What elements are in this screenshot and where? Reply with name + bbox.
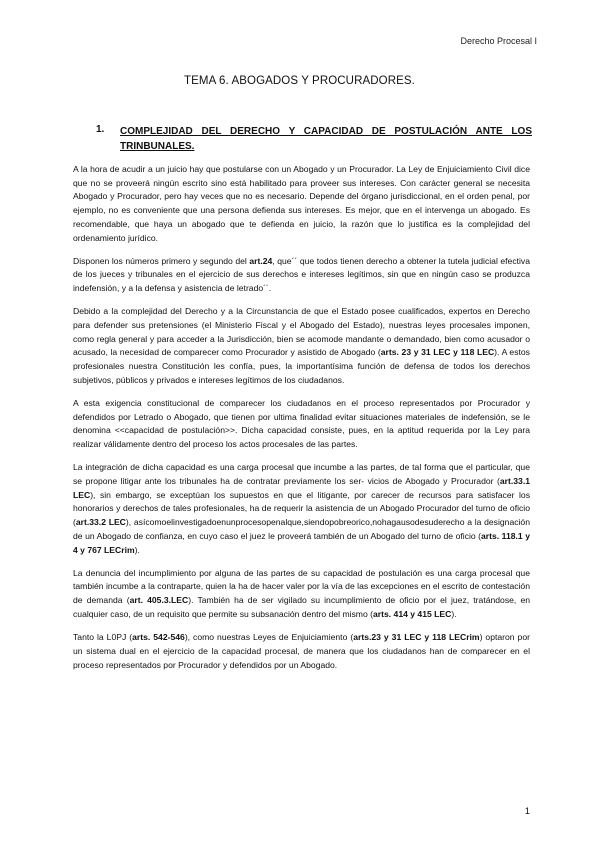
paragraph-text: , que´´ que todos tienen derecho a obtener la tutela judicial efectiva de los jueces y tribunales en el ejercicio de sus derechos e intereses legítimos, sin que en ningún caso se produzca indefensión, y a la defensa y asistencia de letrado´´. [73,255,531,294]
legal-reference: art. 405.3.LEC [129,595,189,606]
body-paragraph [73,163,530,245]
paragraph-text: ). [134,544,140,555]
body-paragraph [73,631,530,672]
paragraph-text: Disponen los números primero y segundo del [73,255,250,266]
section-heading [96,124,532,154]
legal-reference: art.33.2 LEC [75,517,126,528]
legal-reference: arts. 414 y 415 LEC [373,608,452,619]
legal-reference: arts. 118.1 y 4 y 767 LECrim [73,530,530,555]
legal-reference: arts. 23 y 31 LEC y 118 LEC [380,347,495,358]
paragraph-text: A esta exigencia constitucional de comparecer los ciudadanos en el proceso representados por Procurador y defendidos por Letrado o Abogado, que tienen por ultima finalidad evitar situaciones materiales de indefensión, se le denomina <<capacidad de postulación>>. Dicha capacidad consiste, pues, en la aptitud requerida por la Ley para realizar válidamente dentro del proceso los actos procesales de las partes. [73,398,530,450]
paragraph-text: A la hora de acudir a un juicio hay que postularse con un Abogado y un Procurador. La Ley de Enjuiciamiento Civil dice que no se proveerá ningún escrito sino está habilitado para proveer sus intereses. Con carácter general se necesita Abogado y Procurador, pero hay veces que no es necesario. Depende del órgano jurisdiccional, en el orden penal, por ejemplo, no es conveniente que una persona defienda sus intereses. Es mejor, que en el intervenga un abogado. Es recomendable, que haya un abogado que te defienda en juicio, la razón que lo justifica es la complejidad del ordenamiento jurídico. [73,164,530,243]
section-number: 1. [96,124,105,135]
running-header: Derecho Procesal I [460,36,537,46]
paragraph-text: Debido a la complejidad del Derecho y a la Circunstancia de que el Estado posee cualificados, expertos en Derecho para defender sus pretensiones (el Ministerio Fiscal y el Abogado del Estado), nuestras leyes procesales imponen, como regla general y para acceder a la Jurisdicción, bien se acomode mandante o demandado, bien como acusador o acusado, la necesidad de comparecer como Procurador y asistido de Abogado ( [73,306,530,358]
paragraph-text: La integración de dicha capacidad es una carga procesal que incumbe a las partes, de tal forma que el particular, que se propone litigar ante los tribunales ha de contratar previamente los ser- vicios de Abogado y Procurador ( [73,462,530,487]
body-paragraph [73,567,530,622]
section-heading-text: COMPLEJIDAD DEL DERECHO Y CAPACIDAD DE POSTULACIÓN ANTE LOS TRINBUNALES. [120,126,532,152]
paragraph-text: ), como nuestras Leyes de Enjuiciamiento ( [184,632,354,643]
paragraph-text: ), sin embargo, se exceptúan los supuestos en que el litigante, por carecer de recursos para satisfacer los honorarios y derechos de tales profesionales, ha de requerir la asistencia de un Abogado Procurador del turno de oficio ( [73,489,530,528]
legal-reference: art.24 [249,255,273,266]
legal-reference: art.33.1 LEC [73,476,530,500]
document-body [73,163,530,682]
legal-reference: arts. 542-546 [132,632,185,643]
document-title: TEMA 6. ABOGADOS Y PROCURADORES. [184,75,415,87]
paragraph-text: La denuncia del incumplimiento por alguna de las partes de su capacidad de postulación es una carga procesal que también incumbe a la contraparte, quien la ha de hacer valer por la vía de las excepciones en el escrito de contestación de demanda ( [73,567,530,606]
body-paragraph [73,461,530,557]
paragraph-text: ), asícomoelinvestigadoenunprocesopenalque,siendopobreorico,nohagausodesuderecho a la designación de un Abogado de confianza, en cuyo caso el juez le proveerá también de un Abogado del turno de oficio ( [73,517,530,541]
body-paragraph [73,397,530,452]
body-paragraph [73,255,530,296]
paragraph-text: ). También ha de ser vigilado su incumplimiento de oficio por el juez, tratándose, en cualquier caso, de un requisito que permite su subsanación dentro del mismo ( [73,595,531,619]
paragraph-text: ). [451,608,457,619]
legal-reference: arts.23 y 31 LEC y 118 LECrim [353,632,480,643]
paragraph-text: ). A estos profesionales nuestra Constitución les confía, pues, la importantísima función de defensa de todos los derechos subjetivos, públicos y privados e intereses legítimos de los ciudadanos. [73,347,530,385]
paragraph-text: ) optaron por un sistema dual en el ejercicio de la capacidad procesal, de manera que los ciudadanos han de comparecer en el proceso representados por Procurador y defendidos por un Abogado. [73,632,530,670]
paragraph-text: Tanto la L0PJ ( [73,632,133,643]
page-number: 1 [524,806,530,817]
body-paragraph [73,305,530,387]
